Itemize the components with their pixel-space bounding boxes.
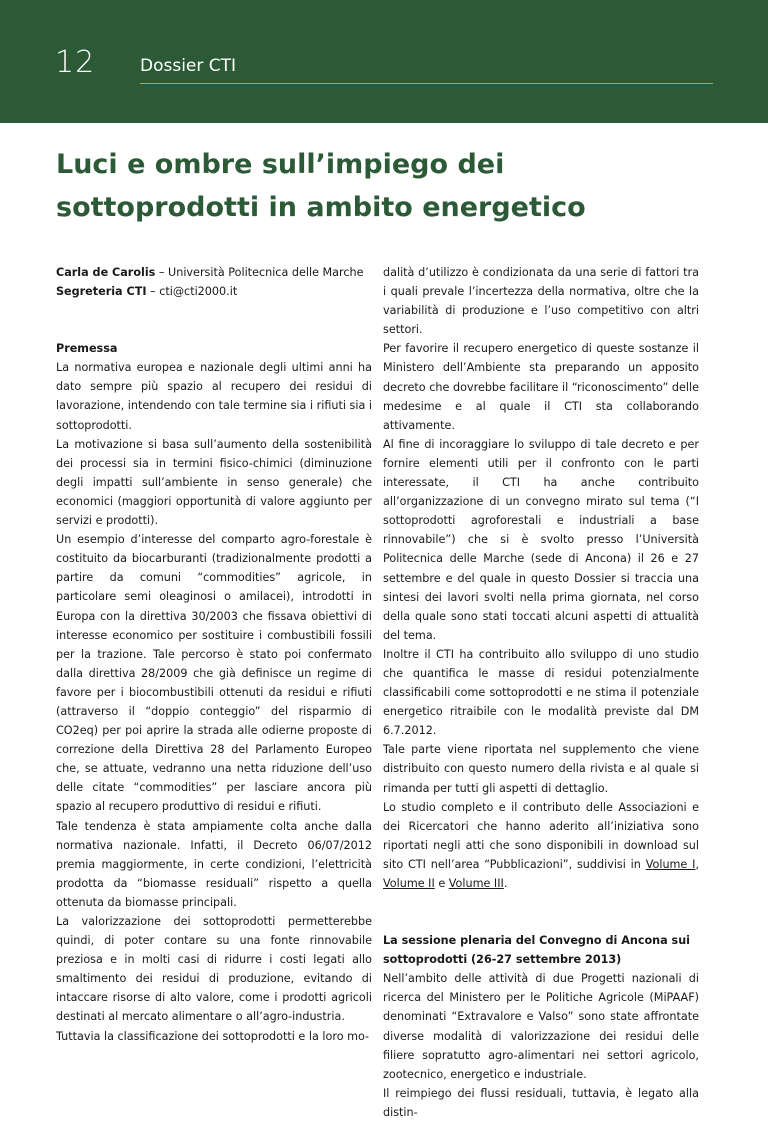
title-line-1: Luci e ombre sull’impiego dei <box>56 149 505 180</box>
author-name: Segreteria CTI <box>56 285 147 299</box>
paragraph: Per favorire il recupero energetico di queste sostanze il Ministero dell’Ambiente sta preparando un apposito decreto che dovrebbe facilitare il “riconoscimento” delle medesime e al quale il CTI sta collaborando attivamente. <box>383 342 699 432</box>
spacer <box>383 912 699 931</box>
paragraph: Il reimpiego dei flussi residuali, tuttavia, è legato alla distin- <box>383 1086 699 1119</box>
volume-3-link[interactable]: Volume III <box>448 877 504 890</box>
studio-text: Lo studio completo e il contributo delle Associazioni e dei Ricercatori che hanno aderito all’iniziativa sono riportati negli atti che sono disponibili in download sul sito CTI nell’area “Pubblicazioni”, suddivisi in <box>383 800 699 871</box>
paragraph: Tale tendenza è stata ampiamente colta anche dalla normativa nazionale. Infatti, il Decreto 06/07/2012 premia maggiormente, in certe condizioni, l’elettricità prodotta da “biomasse residuali” rispetto a quella ottenuta da biomasse principali. <box>56 819 372 909</box>
header-divider <box>140 83 713 84</box>
paragraph: Un esempio d’interesse del comparto agro-forestale è costituito da biocarburanti (tradizionalmente prodotti a partire da comuni “commodities” agricole, in particolare semi oleaginosi o amilacei), introdotti in Europa con la direttiva 30/2003 che fissava obiettivi di interesse economico per sostituire i combustibili fossili per la trazione. Tale percorso è stato poi confermato dalla direttiva 28/2009 che già definisce un regime di favore per i biocombustibili ottenuti da residui e rifiuti (attraverso il “doppio conteggio” del risparmio di CO2eq) per poi aprire la strada alle odierne proposte di correzione della Direttiva 28 del Parlamento Europeo che, se attuate, vedranno una netta riduzione dell’uso delle citate “commodities” per lasciare ancora più spazio al recupero produttivo di residui e rifiuti. <box>56 533 372 814</box>
paragraph: dalità d’utilizzo è condizionata da una serie di fattori tra i quali prevale l’incertezza della normativa, oltre che la variabilità di produzione e l’uso competitivo con altri settori. <box>383 266 699 337</box>
paragraph: Tale parte viene riportata nel supplemento che viene distribuito con questo numero della rivista e al quale si rimanda per tutti gli aspetti di dettaglio. <box>383 743 699 795</box>
premessa-heading: Premessa <box>56 342 118 356</box>
right-column <box>383 263 699 1122</box>
paragraph: Al fine di incoraggiare lo sviluppo di tale decreto e per fornire elementi utili per il confronto con le parti interessate, il CTI ha anche contribuito all’organizzazione di un convegno mirato sul tema (“I sottoprodotti agroforestali e industriali a base rinnovabile”) che si è svolto presso l’Università Politecnica delle Marche (sede di Ancona) il 26 e 27 settembre e del quale in questo Dossier si traccia una sintesi dei lavori svolti nella prima giornata, nel corso della quale sono stati toccati alcuni aspetti di attualità del tema. <box>383 437 699 642</box>
spacer <box>383 893 699 912</box>
period: . <box>503 877 508 890</box>
author-affiliation: – cti@cti2000.it <box>146 285 238 299</box>
separator: e <box>434 877 449 890</box>
paragraph: Nell’ambito delle attività di due Progetti nazionali di ricerca del Ministero per le Politiche Agricole (MiPAAF) denominati “Extravalore e Valso” sono state affrontate diverse modalità di valorizzazione dei residui delle filiere sopratutto agro-alimentari nei settori agricolo, zootecnico, energetico e industriale. <box>383 972 699 1081</box>
section-title: Dossier CTI <box>140 56 237 76</box>
session-heading: La sessione plenaria del Convegno di Ancona sui sottoprodotti (26-27 settembre 2013) <box>383 934 691 967</box>
paragraph: La valorizzazione dei sottoprodotti permetterebbe quindi, di poter contare su una fonte rinnovabile preziosa e in molti casi di ridurre i costi legati allo smaltimento dei residui di produzione, evitando di intaccare risorse di alto valore, come i prodotti agricoli destinati al mercato alimentare o all’agro-industria. <box>56 915 372 1024</box>
author-affiliation: – Università Politecnica delle Marche <box>155 266 364 279</box>
volume-1-link[interactable]: Volume I <box>645 857 696 871</box>
paragraph: La motivazione si basa sull’aumento della sostenibilità dei processi sia in termini fisico-chimici (diminuzione degli impatti sull’ambiente in senso generale) che economici (maggiori opportunità di valore aggiunto per servizi e prodotti). <box>56 437 372 528</box>
paragraph: Inoltre il CTI ha contribuito allo sviluppo di uno studio che quantifica le masse di residui potenzialmente classificabili come sottoprodotti e ne stima il potenziale energetico ritraibile con le modalità previste dal DM 6.7.2012. <box>383 647 699 738</box>
author-1 <box>56 263 372 282</box>
author-2 <box>56 282 372 301</box>
paragraph: Tuttavia la classificazione dei sottoprodotti e la loro mo- <box>56 1029 370 1043</box>
volume-2-link[interactable]: Volume II <box>383 877 435 890</box>
separator: , <box>695 857 699 871</box>
author-name: Carla de Carolis <box>56 266 156 279</box>
paragraph: La normativa europea e nazionale degli ultimi anni ha dato sempre più spazio al recupero dei residui di lavorazione, intendendo con tale termine sia i rifiuti sia i sottoprodotti. <box>56 361 372 432</box>
article-title <box>56 143 716 229</box>
page-number: 12 <box>55 45 96 80</box>
author-block <box>56 263 372 301</box>
title-line-2: sottoprodotti in ambito energetico <box>56 192 586 223</box>
page-header <box>0 0 768 123</box>
studio-paragraph <box>383 798 699 893</box>
spacer <box>56 320 372 339</box>
left-column <box>56 263 372 1046</box>
